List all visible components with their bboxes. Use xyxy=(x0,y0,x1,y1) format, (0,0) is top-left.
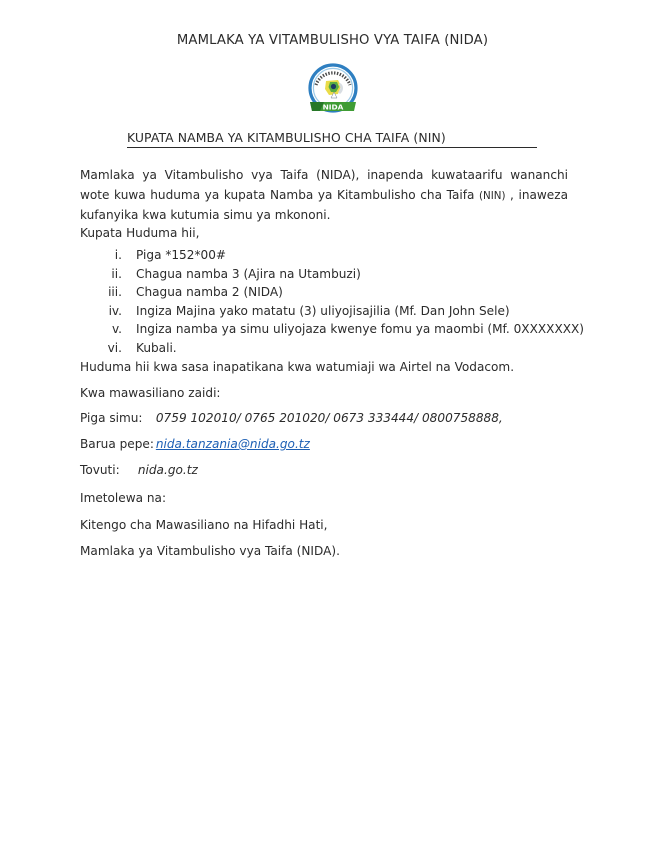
intro-text-part2: , inaweza kufanyika kwa kutumia simu ya mkononi. xyxy=(80,187,569,223)
contact-value-phone: 0759 102010/ 0765 201020/ 0673 333444/ 0800758888, xyxy=(155,411,503,425)
list-item-text: Chagua namba 3 (Ajira na Utambuzi) xyxy=(136,266,361,281)
list-marker: vi. xyxy=(107,340,122,355)
list-marker: iv. xyxy=(108,303,122,318)
list-item-text: Kubali. xyxy=(136,340,177,355)
contact-row-website xyxy=(80,463,198,477)
document-title: KUPATA NAMBA YA KITAMBULISHO CHA TAIFA (NIN) xyxy=(127,130,537,148)
contact-row-phone xyxy=(80,411,503,425)
list-item-text: Ingiza namba ya simu uliyojaza kwenye fomu ya maombi (Mf. 0XXXXXXX) xyxy=(136,322,585,336)
contact-heading: Kwa mawasiliano zaidi: xyxy=(80,386,221,400)
list-item xyxy=(80,285,570,304)
logo-banner-text: NIDA xyxy=(322,102,344,112)
list-marker: iii. xyxy=(108,285,122,299)
issuer-organisation: Mamlaka ya Vitambulisho vya Taifa (NIDA). xyxy=(80,544,340,558)
issuer-department: Kitengo cha Mawasiliano na Hifadhi Hati, xyxy=(80,518,328,532)
availability-note: Huduma hii kwa sasa inapatikana kwa watumiaji wa Airtel na Vodacom. xyxy=(80,360,515,374)
organisation-title: MAMLAKA YA VITAMBULISHO VYA TAIFA (NIDA) xyxy=(176,33,489,48)
steps-list xyxy=(80,248,585,359)
email-link[interactable]: nida.tanzania@nida.go.tz xyxy=(155,437,310,451)
list-item xyxy=(80,322,585,341)
list-marker: i. xyxy=(114,248,122,262)
list-item-text: Chagua namba 2 (NIDA) xyxy=(136,285,283,299)
nida-emblem-icon xyxy=(304,61,362,119)
contact-label-email: Barua pepe: xyxy=(80,437,154,451)
list-item xyxy=(80,304,570,323)
list-item-text: Ingiza Majina yako matatu (3) uliyojisajilia (Mf. Dan John Sele) xyxy=(136,303,510,318)
steps-heading: Kupata Huduma hii, xyxy=(80,226,200,240)
list-item xyxy=(80,248,570,267)
list-marker: ii. xyxy=(111,266,122,281)
contact-row-email xyxy=(80,437,310,451)
contact-label-website: Tovuti: xyxy=(80,463,120,477)
intro-abbreviation: (NIN) xyxy=(478,189,506,202)
list-item xyxy=(80,341,570,360)
list-marker: v. xyxy=(111,322,122,336)
intro-text-part1: Mamlaka ya Vitambulisho vya Taifa (NIDA), inapenda kuwataarifu wananchi wote kuwa huduma ya kupata Namba ya Kitambulisho cha Taifa xyxy=(80,168,568,202)
intro-paragraph xyxy=(80,166,568,226)
nida-emblem-logo xyxy=(304,61,362,119)
list-item-text: Piga *152*00# xyxy=(136,248,227,262)
issued-by-heading: Imetolewa na: xyxy=(80,491,167,505)
list-item xyxy=(80,267,570,286)
contact-label-phone: Piga simu: xyxy=(80,411,143,425)
contact-value-website: nida.go.tz xyxy=(137,463,198,477)
